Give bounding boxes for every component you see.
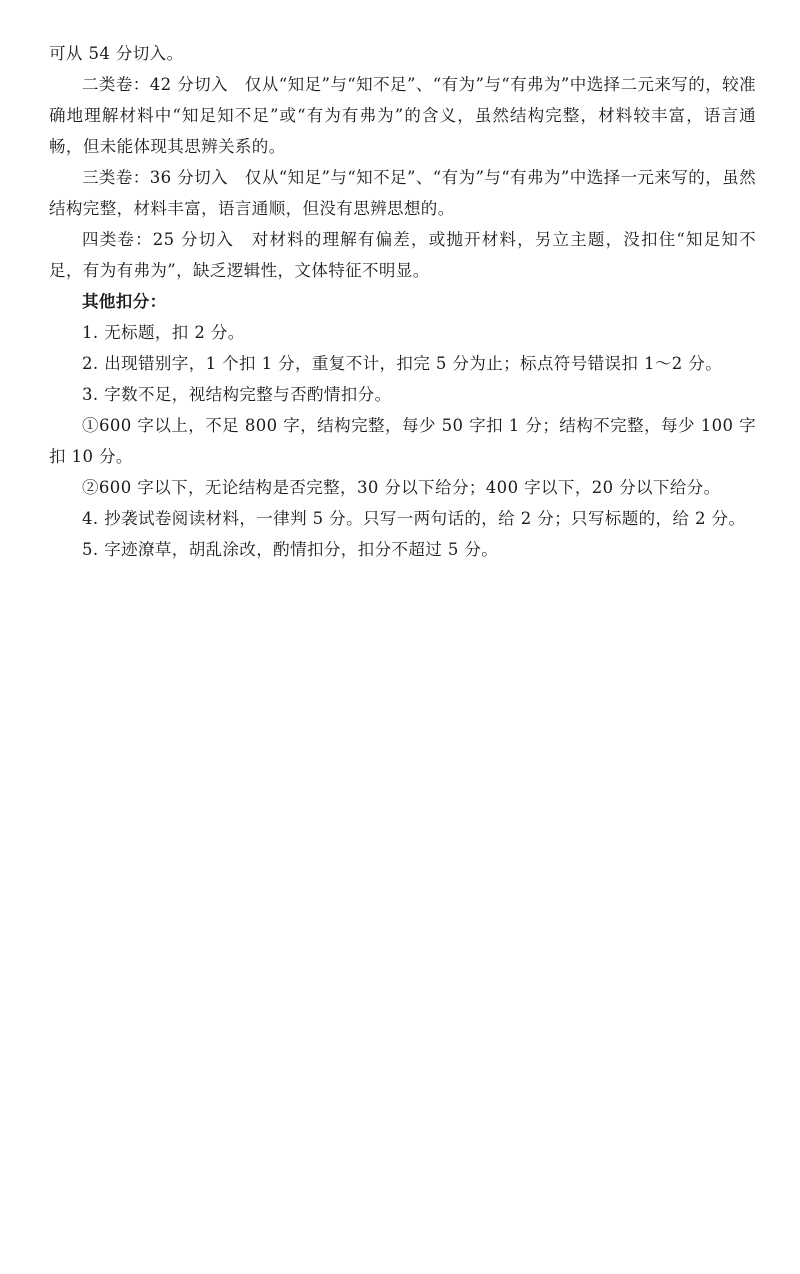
paragraph-continuation: 可从 54 分切入。 <box>49 44 184 63</box>
deduction-item-1: 1. 无标题，扣 2 分。 <box>82 323 245 342</box>
deduction-item-2: 2. 出现错别字，1 个扣 1 分，重复不计，扣完 5 分为止；标点符号错误扣 1～2 分。 <box>82 354 723 373</box>
deduction-item-3: 3. 字数不足，视结构完整与否酌情扣分。 <box>82 385 392 404</box>
deduction-item-5: 5. 字迹潦草，胡乱涂改，酌情扣分，扣分不超过 5 分。 <box>82 540 499 559</box>
paragraph-grade-2: 二类卷：42 分切入 仅从“知足”与“知不足”、“有为”与“有弗为”中选择二元来写的，较准确地理解材料中“知足知不足”或“有为有弗为”的含义，虽然结构完整，材料较丰富，语言通畅，但未能体现其思辨关系的。 <box>49 75 756 156</box>
paragraph-grade-4: 四类卷：25 分切入 对材料的理解有偏差，或抛开材料，另立主题，没扣住“知足知不足，有为有弗为”，缺乏逻辑性，文体特征不明显。 <box>49 230 756 280</box>
section-heading-other-deductions: 其他扣分： <box>82 292 167 311</box>
deduction-item-4: 4. 抄袭试卷阅读材料，一律判 5 分。只写一两句话的，给 2 分；只写标题的，给 2 分。 <box>82 509 746 528</box>
paragraph-grade-3: 三类卷：36 分切入 仅从“知足”与“知不足”、“有为”与“有弗为”中选择一元来写的，虽然结构完整，材料丰富，语言通顺，但没有思辨思想的。 <box>49 168 756 218</box>
deduction-subitem-2: ②600 字以下，无论结构是否完整，30 分以下给分；400 字以下，20 分以下给分。 <box>82 478 721 497</box>
deduction-subitem-1: ①600 字以上，不足 800 字，结构完整，每少 50 字扣 1 分；结构不完整，每少 100 字扣 10 分。 <box>49 416 756 466</box>
